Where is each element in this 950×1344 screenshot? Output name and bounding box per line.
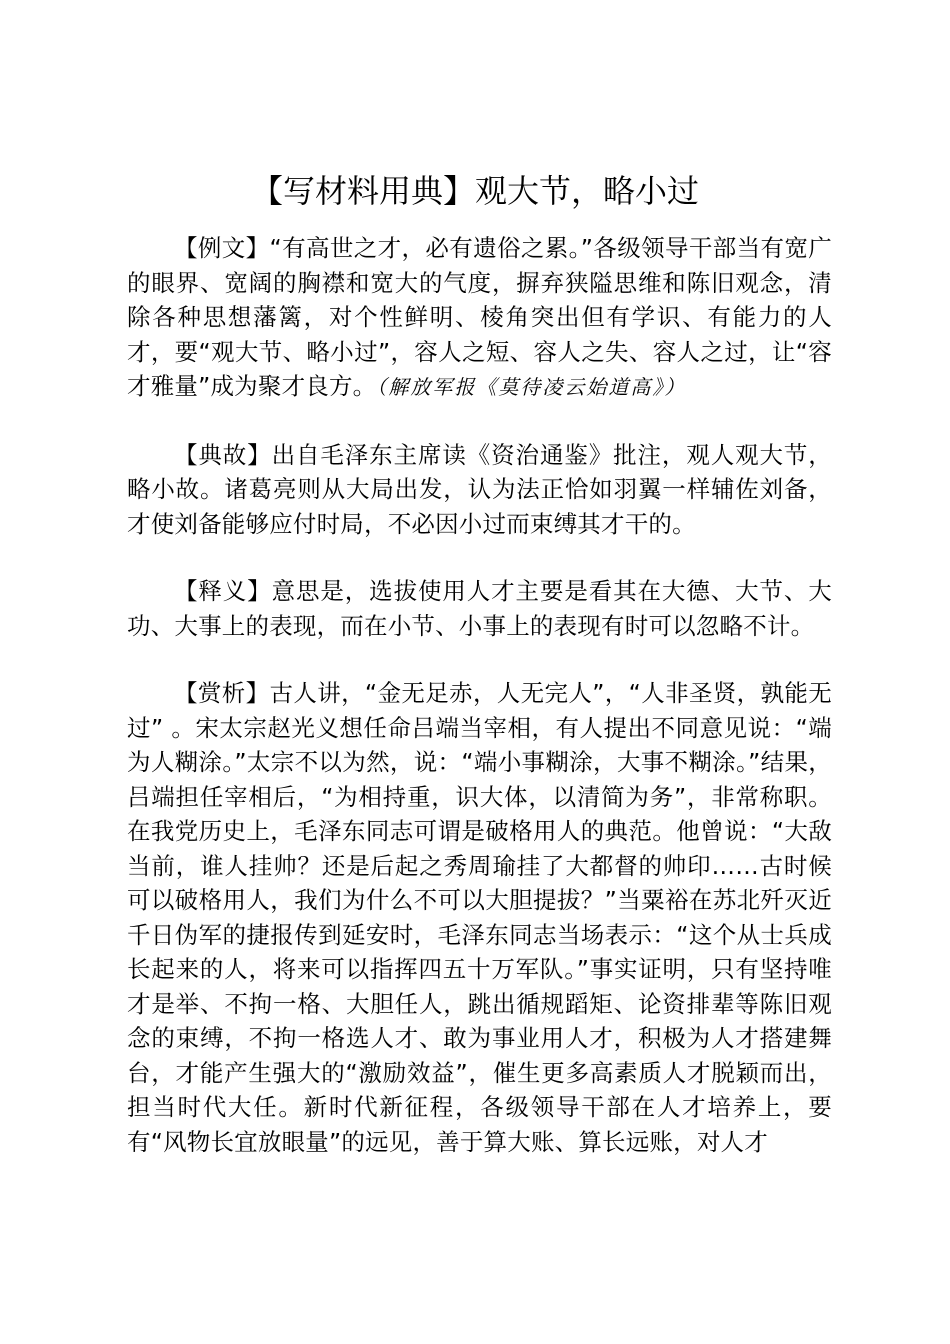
- example-paragraph: [127, 231, 832, 405]
- meaning-paragraph: [127, 574, 832, 643]
- meaning-text: 意思是，选拔使用人才主要是看其在大德、大节、大功、大事上的表现，而在小节、小事上的表现有时可以忽略不计。: [127, 577, 832, 640]
- analysis-label: 【赏析】: [174, 679, 270, 707]
- document-body: [127, 231, 832, 1192]
- example-source: （解放军报《莫待凌云始道高》）: [376, 375, 687, 399]
- example-label: 【例文】: [174, 234, 270, 262]
- allusion-text: 出自毛泽东主席读《资治通鉴》批注，观人观大节，略小故。诸葛亮则从大局出发，认为法正恰如羽翼一样辅佐刘备，才使刘备能够应付时局，不必因小过而束缚其才干的。: [127, 440, 832, 538]
- analysis-text: 古人讲，“金无足赤，人无完人”，“人非圣贤，孰能无过” 。宋太宗赵光义想任命吕端当宰相，有人提出不同意见说：“端为人糊涂。”太宗不以为然，说：“端小事糊涂，大事不糊涂。”结果，吕端担任宰相后，“为相持重，识大体，以清简为务”，非常称职。在我党历史上，毛泽东同志可谓是破格用人的典范。他曾说：“大敌当前，谁人挂帅？还是后起之秀周瑜挂了大都督的帅印……古时候可以破格用人，我们为什么不可以大胆提拔？”当粟裕在苏北歼灭近千日伪军的捷报传到延安时，毛泽东同志当场表示：“这个从士兵成长起来的人，将来可以指挥四五十万军队。”事实证明，只有坚持唯才是举、不拘一格、大胆任人，跳出循规蹈矩、论资排辈等陈旧观念的束缚，不拘一格选人才、敢为事业用人才，积极为人才搭建舞台，才能产生强大的“激励效益”，催生更多高素质人才脱颖而出，担当时代大任。新时代新征程，各级领导干部在人才培养上，要有“风物长宜放眼量”的远见，善于算大账、算长远账，对人才: [127, 679, 832, 1156]
- meaning-label: 【释义】: [174, 577, 272, 605]
- allusion-label: 【典故】: [174, 440, 272, 469]
- allusion-paragraph: [127, 438, 832, 542]
- document-title: 【写材料用典】观大节，略小过: [250, 172, 699, 210]
- analysis-paragraph: [127, 676, 832, 1159]
- example-text: “有高世之才，必有遗俗之累。”各级领导干部当有宽广的眼界、宽阔的胸襟和宽大的气度，摒弃狭隘思维和陈旧观念，清除各种思想藩篱，对个性鲜明、棱角突出但有学识、有能力的人才，要“观大节、略小过”，容人之短、容人之失、容人之过，让“容才雅量”成为聚才良方。: [127, 234, 832, 400]
